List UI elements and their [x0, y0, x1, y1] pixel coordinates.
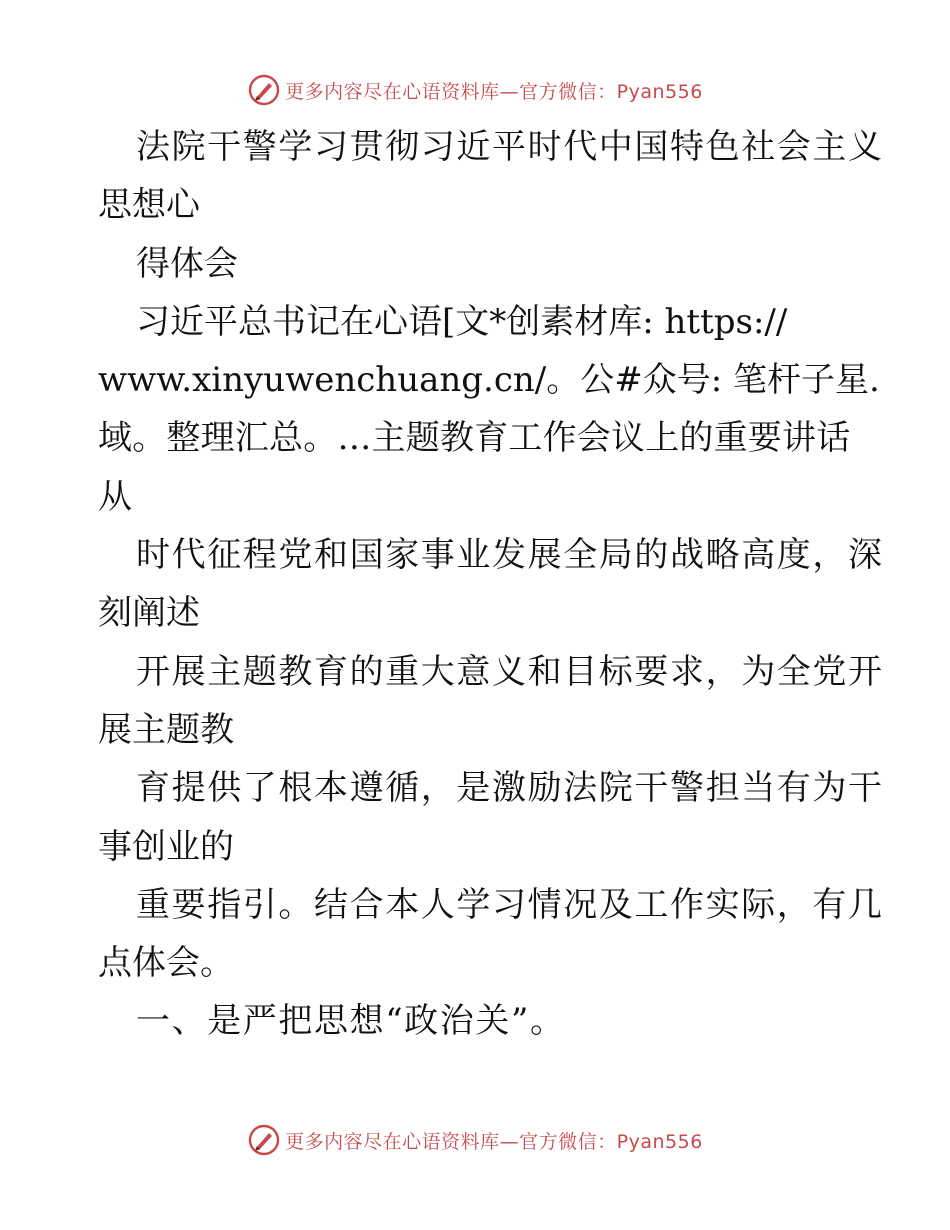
- pen-circle-icon: [247, 1123, 281, 1157]
- paragraph-line: 法院干警学习贯彻习近平时代中国特色社会主义: [136, 127, 884, 167]
- document-body: [98, 118, 884, 1051]
- paragraph-line: 得体会: [136, 243, 238, 284]
- pen-circle-icon: [247, 73, 281, 107]
- paragraph-line: 时代征程党和国家事业发展全局的战略高度，深: [136, 535, 884, 576]
- paragraph-line: 事创业的: [98, 826, 234, 867]
- section-heading: 一、是严把思想“政治关”。: [136, 1001, 566, 1042]
- watermark-text: 更多内容尽在心语资料库—官方微信：Pyan556: [285, 1130, 703, 1153]
- watermark-banner-top: [0, 70, 950, 110]
- paragraph-line: 重要指引。结合本人学习情况及工作实际，有几: [136, 884, 884, 925]
- paragraph-line: 从: [98, 476, 132, 517]
- paragraph-line: 开展主题教育的重大意义和目标要求，为全党开: [136, 651, 884, 692]
- paragraph-line: 点体会。: [98, 943, 234, 984]
- paragraph-line: 展主题教: [98, 709, 234, 750]
- paragraph-line: 习近平总书记在心语[文*创素材库: https://: [136, 301, 788, 342]
- watermark-banner-bottom: [0, 1120, 950, 1160]
- paragraph-line: 刻阐述: [98, 593, 200, 634]
- paragraph-line: 思想心: [98, 185, 200, 226]
- paragraph-line: 育提供了根本遵循，是激励法院干警担当有为干: [136, 768, 884, 809]
- paragraph-line: www.xinyuwenchuang.cn/。公#众号: 笔杆子星.: [98, 360, 880, 401]
- paragraph-line: 域。整理汇总。…主题教育工作会议上的重要讲话: [98, 418, 851, 459]
- watermark-text: 更多内容尽在心语资料库—官方微信：Pyan556: [285, 80, 703, 103]
